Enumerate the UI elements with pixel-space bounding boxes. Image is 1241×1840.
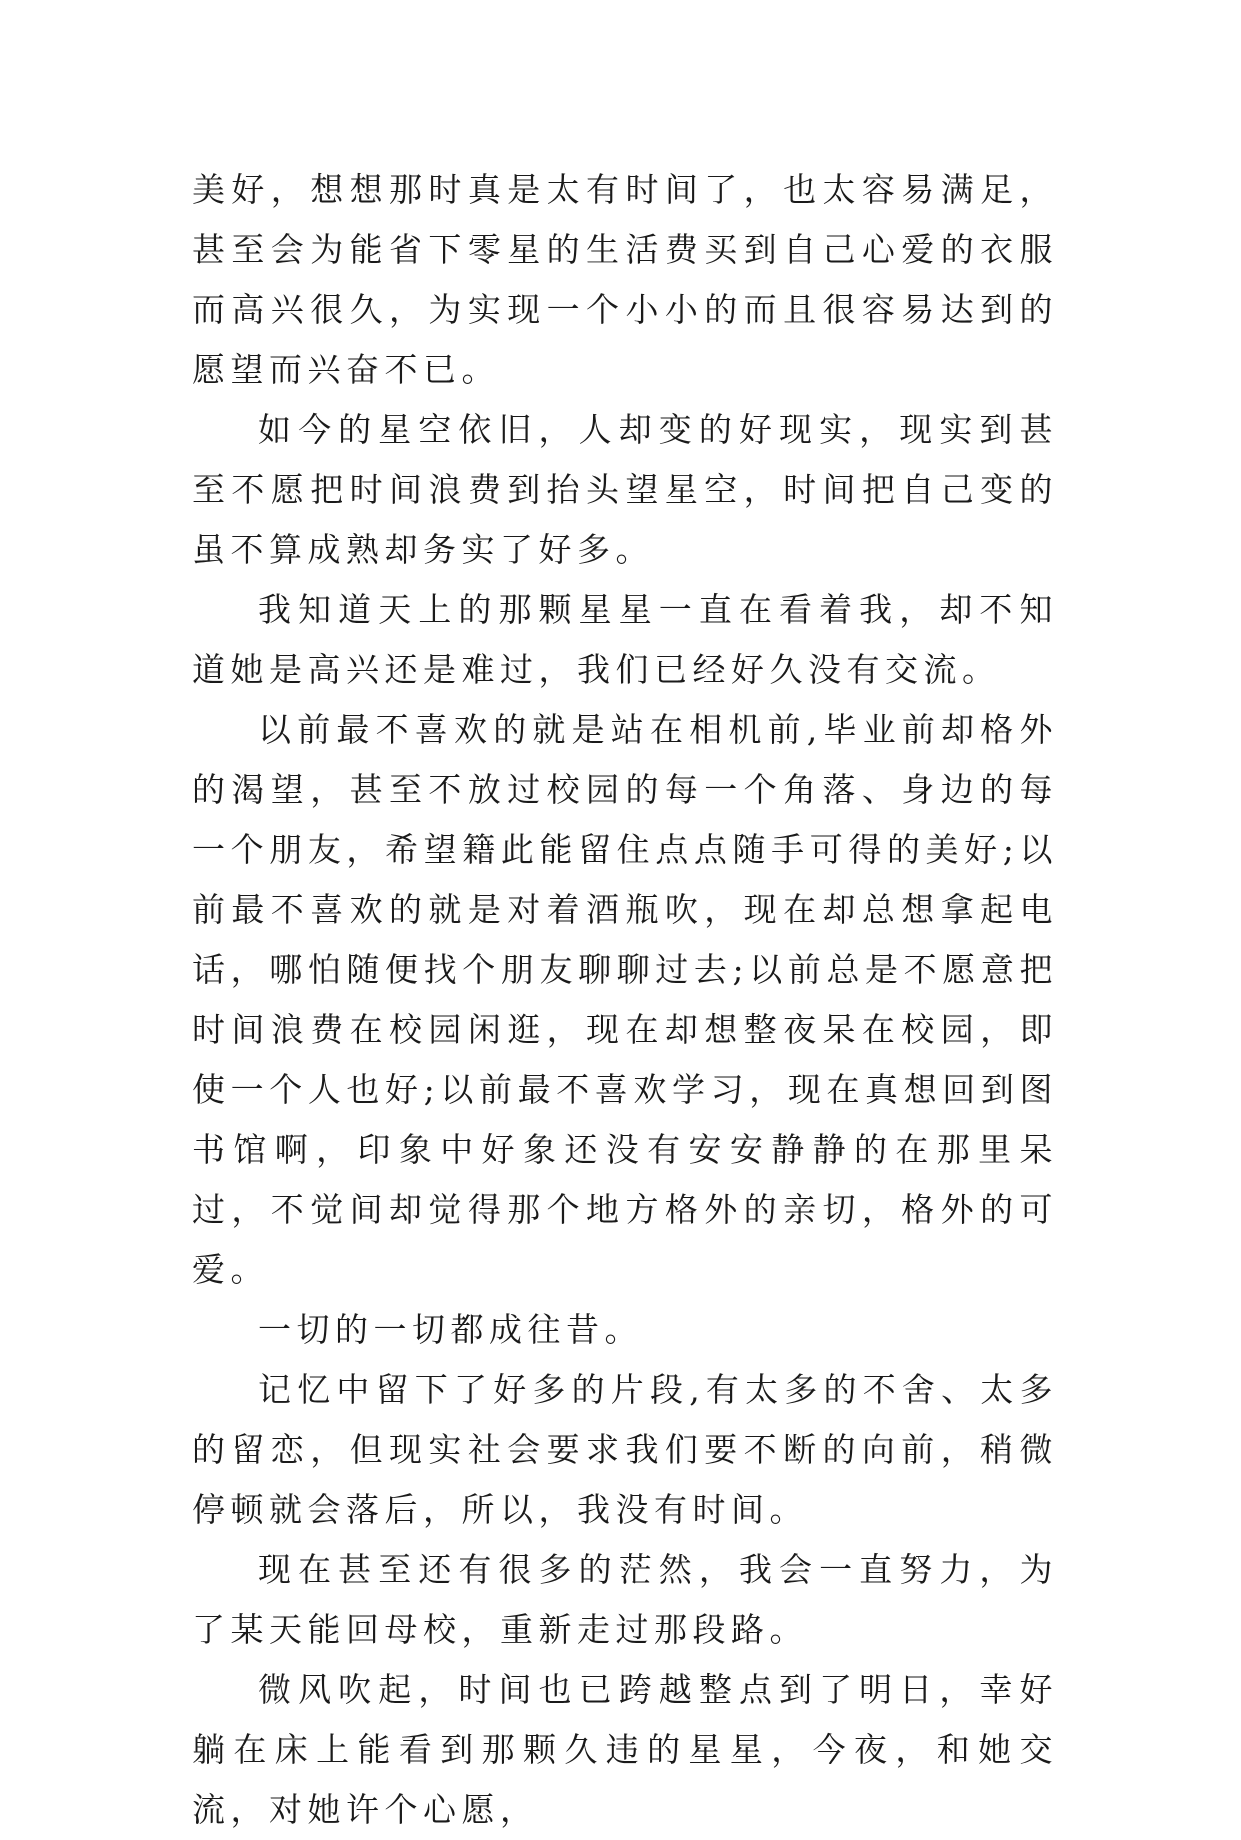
paragraph: 我知道天上的那颗星星一直在看着我，却不知道她是高兴还是难过，我们已经好久没有交流。	[192, 590, 1058, 689]
paragraph: 记忆中留下了好多的片段,有太多的不舍、太多的留恋，但现实社会要求我们要不断的向前，稍微停顿就会落后，所以，我没有时间。	[192, 1370, 1058, 1529]
paragraph: 如今的星空依旧，人却变的好现实，现实到甚至不愿把时间浪费到抬头望星空，时间把自己变的虽不算成熟却务实了好多。	[192, 410, 1058, 569]
paragraph: 现在甚至还有很多的茫然，我会一直努力，为了某天能回母校，重新走过那段路。	[192, 1550, 1058, 1649]
paragraph: 以前最不喜欢的就是站在相机前,毕业前却格外的渴望，甚至不放过校园的每一个角落、身边的每一个朋友，希望籍此能留住点点随手可得的美好;以前最不喜欢的就是对着酒瓶吹，现在却总想拿起电话，哪怕随便找个朋友聊聊过去;以前总是不愿意把时间浪费在校园闲逛，现在却想整夜呆在校园，即使一个人也好;以前最不喜欢学习，现在真想回到图书馆啊，印象中好象还没有安安静静的在那里呆过，不觉间却觉得那个地方格外的亲切，格外的可爱。	[192, 710, 1058, 1289]
document-body	[192, 160, 1058, 1840]
paragraph: 美好，想想那时真是太有时间了，也太容易满足，甚至会为能省下零星的生活费买到自己心爱的衣服而高兴很久，为实现一个小小的而且很容易达到的愿望而兴奋不已。	[192, 170, 1058, 389]
paragraph: 微风吹起，时间也已跨越整点到了明日，幸好躺在床上能看到那颗久违的星星，今夜，和她交流，对她许个心愿，	[192, 1670, 1058, 1829]
paragraph: 一切的一切都成往昔。	[258, 1310, 643, 1349]
